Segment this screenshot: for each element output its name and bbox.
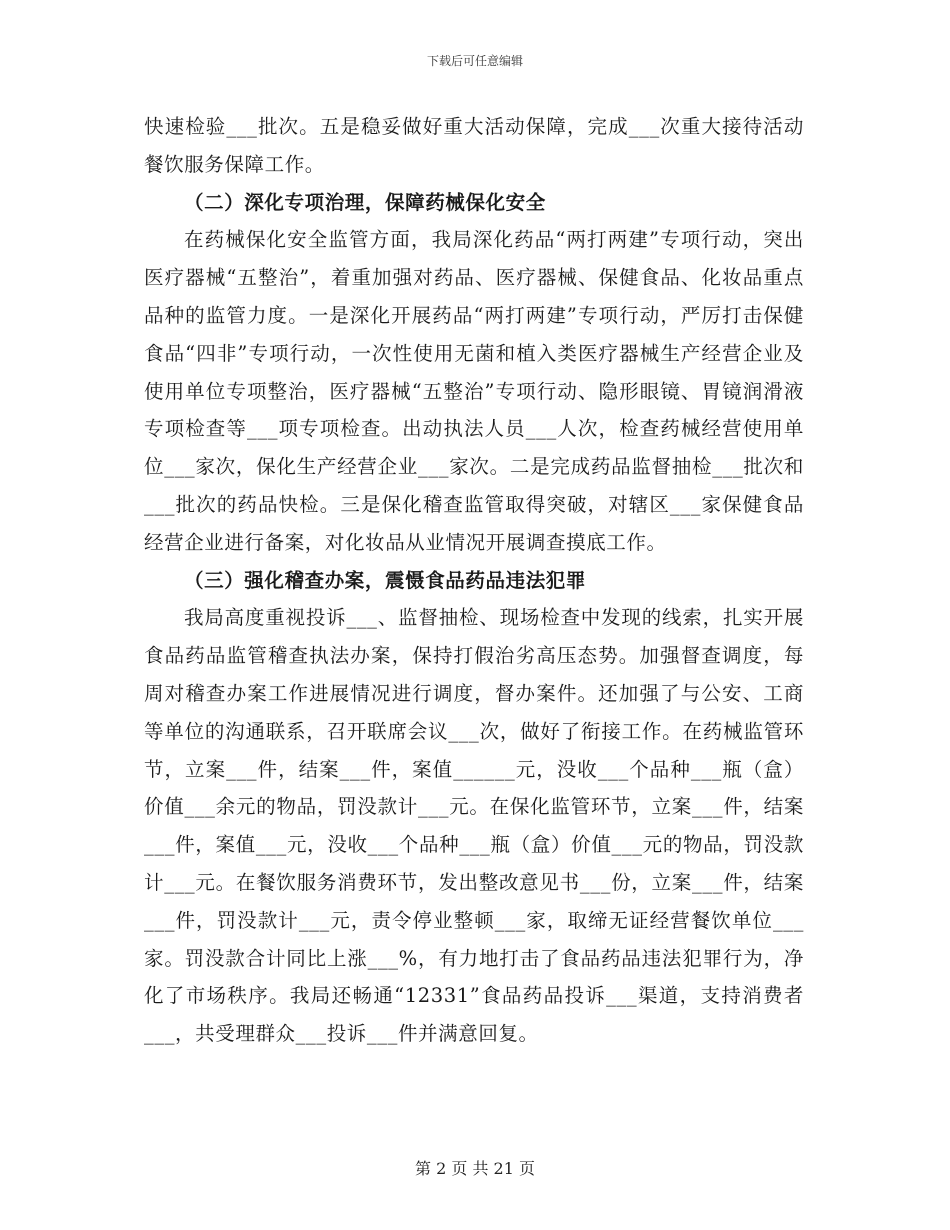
paragraph-enforcement: 我局高度重视投诉___、监督抽检、现场检查中发现的线索，扎实开展食品药品监管稽查执法办案，保持打假治劣高压态势。加强督查调度，每周对稽查办案工作进展情况进行调度，督办案件。还加强了与公安、工商等单位的沟通联系，召开联席会议___次，做好了衔接工作。在药械监管环节，立案___件，结案___件，案值______元，没收___个品种___瓶（盒）价值___余元的物品，罚没款计___元。在保化监管环节，立案___件，结案___件，案值___元，没收___个品种___瓶（盒）价值___元的物品，罚没款计___元。在餐饮服务消费环节，发出整改意见书___份，立案___件，结案___件，罚没款计___元，责令停业整顿___家，取缔无证经营餐饮单位___家。罚没款合计同比上涨___%，有力地打击了食品药品违法犯罪行为，净化了市场秩序。我局还畅通“12331”食品药品投诉___渠道，支持消费者___，共受理群众___投诉___件并满意回复。 xyxy=(144,606,804,1046)
document-body xyxy=(144,108,804,1053)
section-heading-2: （二）深化专项治理，保障药械保化安全 xyxy=(184,190,546,214)
page-number: 第 2 页 共 21 页 xyxy=(415,1159,535,1178)
paragraph-continuation: 快速检验___批次。五是稳妥做好重大活动保障，完成___次重大接待活动餐饮服务保障工作。 xyxy=(144,115,804,176)
section-heading-3: （三）强化稽查办案，震慑食品药品违法犯罪 xyxy=(184,568,587,592)
page-header: 下载后可任意编辑 xyxy=(426,54,523,68)
paragraph-drug-safety: 在药械保化安全监管方面，我局深化药品“两打两建”专项行动，突出医疗器械“五整治”，着重加强对药品、医疗器械、保健食品、化妆品重点品种的监管力度。一是深化开展药品“两打两建”专项行动，严厉打击保健食品“四非”专项行动，一次性使用无菌和植入类医疗器械生产经营企业及使用单位专项整治，医疗器械“五整治”专项行动、隐形眼镜、胃镜润滑液专项检查等___项专项检查。出动执法人员___人次，检查药械经营使用单位___家次，保化生产经营企业___家次。二是完成药品监督抽检___批次和___批次的药品快检。三是保化稽查监管取得突破，对辖区___家保健食品经营企业进行备案，对化妆品从业情况开展调查摸底工作。 xyxy=(144,228,804,554)
